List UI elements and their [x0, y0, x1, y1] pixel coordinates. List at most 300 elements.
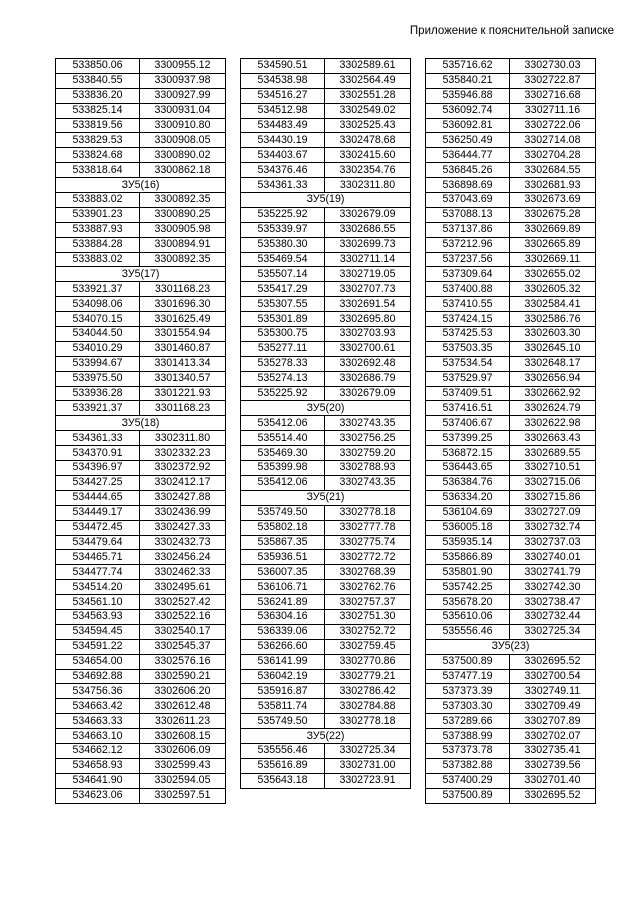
- coordinate-row: [56, 535, 226, 550]
- y-coordinate: 3302586.76: [510, 312, 596, 327]
- x-coordinate: 534396.97: [56, 461, 140, 476]
- section-header-row: [241, 193, 411, 208]
- coordinate-row: [56, 431, 226, 446]
- coordinate-row: [241, 684, 411, 699]
- y-coordinate: 3302599.43: [140, 758, 226, 773]
- y-coordinate: 3302311.80: [140, 431, 226, 446]
- x-coordinate: 534403.67: [241, 148, 325, 163]
- y-coordinate: 3302311.80: [325, 178, 411, 193]
- section-title: ЗУ5(18): [56, 416, 226, 431]
- y-coordinate: 3301460.87: [140, 341, 226, 356]
- coordinate-row: [426, 580, 596, 595]
- x-coordinate: 534427.25: [56, 475, 140, 490]
- coordinate-row: [241, 59, 411, 74]
- x-coordinate: 537477.19: [426, 669, 510, 684]
- coordinate-row: [426, 475, 596, 490]
- y-coordinate: 3302590.21: [140, 669, 226, 684]
- y-coordinate: 3302540.17: [140, 624, 226, 639]
- y-coordinate: 3302525.43: [325, 118, 411, 133]
- coordinate-row: [56, 654, 226, 669]
- coordinate-row: [241, 461, 411, 476]
- coordinate-row: [56, 684, 226, 699]
- coordinate-row: [241, 446, 411, 461]
- x-coordinate: 535716.62: [426, 59, 510, 74]
- y-coordinate: 3302777.78: [325, 520, 411, 535]
- y-coordinate: 3302656.94: [510, 371, 596, 386]
- y-coordinate: 3302427.88: [140, 490, 226, 505]
- y-coordinate: 3302743.35: [325, 475, 411, 490]
- y-coordinate: 3302645.10: [510, 341, 596, 356]
- x-coordinate: 537303.30: [426, 699, 510, 714]
- x-coordinate: 534538.98: [241, 73, 325, 88]
- y-coordinate: 3302762.76: [325, 580, 411, 595]
- y-coordinate: 3302549.02: [325, 103, 411, 118]
- coordinate-row: [241, 714, 411, 729]
- x-coordinate: 533887.93: [56, 222, 140, 237]
- coordinate-row: [426, 490, 596, 505]
- coordinate-row: [241, 118, 411, 133]
- coordinate-row: [426, 743, 596, 758]
- coordinate-row: [56, 580, 226, 595]
- coordinate-row: [426, 595, 596, 610]
- coordinate-row: [56, 505, 226, 520]
- coordinate-row: [426, 714, 596, 729]
- y-coordinate: 3302665.89: [510, 237, 596, 252]
- section-header-row: [426, 639, 596, 654]
- y-coordinate: 3302432.73: [140, 535, 226, 550]
- y-coordinate: 3302622.98: [510, 416, 596, 431]
- y-coordinate: 3302711.14: [325, 252, 411, 267]
- coordinate-row: [426, 684, 596, 699]
- y-coordinate: 3302772.72: [325, 550, 411, 565]
- x-coordinate: 535742.25: [426, 580, 510, 595]
- y-coordinate: 3302703.93: [325, 327, 411, 342]
- x-coordinate: 535556.46: [241, 743, 325, 758]
- coordinate-row: [56, 386, 226, 401]
- coordinate-row: [426, 103, 596, 118]
- page-header: Приложение к пояснительной записке: [409, 25, 614, 37]
- x-coordinate: 535916.87: [241, 684, 325, 699]
- x-coordinate: 536898.69: [426, 178, 510, 193]
- y-coordinate: 3302522.16: [140, 609, 226, 624]
- coordinates-table-2: [240, 58, 411, 789]
- coordinate-row: [241, 356, 411, 371]
- coordinate-row: [56, 312, 226, 327]
- y-coordinate: 3302759.45: [325, 639, 411, 654]
- coordinate-row: [241, 535, 411, 550]
- x-coordinate: 536007.35: [241, 565, 325, 580]
- coordinate-row: [426, 163, 596, 178]
- coordinate-row: [426, 505, 596, 520]
- x-coordinate: 534430.19: [241, 133, 325, 148]
- x-coordinate: 534561.10: [56, 595, 140, 610]
- y-coordinate: 3302584.41: [510, 297, 596, 312]
- y-coordinate: 3302436.99: [140, 505, 226, 520]
- y-coordinate: 3302648.17: [510, 356, 596, 371]
- y-coordinate: 3302784.88: [325, 699, 411, 714]
- y-coordinate: 3301625.49: [140, 312, 226, 327]
- x-coordinate: 534514.20: [56, 580, 140, 595]
- coordinate-row: [241, 207, 411, 222]
- y-coordinate: 3302551.28: [325, 88, 411, 103]
- y-coordinate: 3302743.35: [325, 416, 411, 431]
- x-coordinate: 535840.21: [426, 73, 510, 88]
- x-coordinate: 536141.99: [241, 654, 325, 669]
- y-coordinate: 3302589.61: [325, 59, 411, 74]
- coordinate-row: [241, 163, 411, 178]
- x-coordinate: 534070.15: [56, 312, 140, 327]
- x-coordinate: 535643.18: [241, 773, 325, 788]
- y-coordinate: 3302711.16: [510, 103, 596, 118]
- x-coordinate: 534444.65: [56, 490, 140, 505]
- y-coordinate: 3302606.09: [140, 743, 226, 758]
- x-coordinate: 533994.67: [56, 356, 140, 371]
- y-coordinate: 3302462.33: [140, 565, 226, 580]
- y-coordinate: 3302684.55: [510, 163, 596, 178]
- x-coordinate: 537424.15: [426, 312, 510, 327]
- coordinate-row: [241, 550, 411, 565]
- section-title: ЗУ5(16): [56, 178, 226, 193]
- x-coordinate: 537406.67: [426, 416, 510, 431]
- section-title: ЗУ5(17): [56, 267, 226, 282]
- coordinate-row: [56, 73, 226, 88]
- section-title: ЗУ5(19): [241, 193, 411, 208]
- y-coordinate: 3302741.79: [510, 565, 596, 580]
- coordinate-row: [56, 743, 226, 758]
- y-coordinate: 3302749.11: [510, 684, 596, 699]
- x-coordinate: 535749.50: [241, 714, 325, 729]
- y-coordinate: 3302605.32: [510, 282, 596, 297]
- y-coordinate: 3301696.30: [140, 297, 226, 312]
- y-coordinate: 3302545.37: [140, 639, 226, 654]
- coordinate-row: [56, 88, 226, 103]
- y-coordinate: 3302332.23: [140, 446, 226, 461]
- coordinate-row: [56, 163, 226, 178]
- coordinate-row: [426, 341, 596, 356]
- x-coordinate: 533819.56: [56, 118, 140, 133]
- coordinate-row: [426, 416, 596, 431]
- y-coordinate: 3302723.91: [325, 773, 411, 788]
- x-coordinate: 534479.64: [56, 535, 140, 550]
- coordinate-row: [241, 148, 411, 163]
- x-coordinate: 537373.78: [426, 743, 510, 758]
- section-title: ЗУ5(21): [241, 490, 411, 505]
- y-coordinate: 3302669.11: [510, 252, 596, 267]
- y-coordinate: 3302768.39: [325, 565, 411, 580]
- x-coordinate: 534692.88: [56, 669, 140, 684]
- y-coordinate: 3302691.54: [325, 297, 411, 312]
- coordinate-row: [426, 327, 596, 342]
- y-coordinate: 3302700.61: [325, 341, 411, 356]
- x-coordinate: 535274.13: [241, 371, 325, 386]
- coordinate-row: [241, 743, 411, 758]
- coordinate-row: [426, 88, 596, 103]
- y-coordinate: 3300890.02: [140, 148, 226, 163]
- y-coordinate: 3302527.42: [140, 595, 226, 610]
- y-coordinate: 3302354.76: [325, 163, 411, 178]
- coordinate-row: [426, 535, 596, 550]
- coordinate-row: [426, 758, 596, 773]
- coordinate-row: [426, 297, 596, 312]
- y-coordinate: 3302788.93: [325, 461, 411, 476]
- coordinate-row: [241, 624, 411, 639]
- x-coordinate: 536250.49: [426, 133, 510, 148]
- coordinate-row: [241, 178, 411, 193]
- y-coordinate: 3301340.57: [140, 371, 226, 386]
- coordinate-row: [426, 773, 596, 788]
- y-coordinate: 3302606.20: [140, 684, 226, 699]
- x-coordinate: 534590.51: [241, 59, 325, 74]
- coordinate-row: [56, 297, 226, 312]
- y-coordinate: 3302704.28: [510, 148, 596, 163]
- x-coordinate: 535514.40: [241, 431, 325, 446]
- coordinate-row: [426, 550, 596, 565]
- y-coordinate: 3302597.51: [140, 788, 226, 803]
- y-coordinate: 3302699.73: [325, 237, 411, 252]
- coordinate-row: [241, 475, 411, 490]
- coordinate-row: [426, 788, 596, 803]
- y-coordinate: 3302714.08: [510, 133, 596, 148]
- y-coordinate: 3302731.00: [325, 758, 411, 773]
- x-coordinate: 533840.55: [56, 73, 140, 88]
- y-coordinate: 3302456.24: [140, 550, 226, 565]
- coordinate-row: [56, 401, 226, 416]
- x-coordinate: 534361.33: [56, 431, 140, 446]
- x-coordinate: 534563.93: [56, 609, 140, 624]
- y-coordinate: 3300892.35: [140, 252, 226, 267]
- y-coordinate: 3302786.42: [325, 684, 411, 699]
- coordinate-row: [426, 207, 596, 222]
- coordinate-row: [56, 595, 226, 610]
- coordinate-row: [56, 520, 226, 535]
- y-coordinate: 3302689.55: [510, 446, 596, 461]
- y-coordinate: 3302722.06: [510, 118, 596, 133]
- y-coordinate: 3302686.55: [325, 222, 411, 237]
- coordinate-row: [241, 252, 411, 267]
- coordinate-row: [241, 773, 411, 788]
- coordinate-row: [241, 222, 411, 237]
- y-coordinate: 3302770.86: [325, 654, 411, 669]
- y-coordinate: 3302681.93: [510, 178, 596, 193]
- x-coordinate: 535417.29: [241, 282, 325, 297]
- x-coordinate: 536872.15: [426, 446, 510, 461]
- x-coordinate: 537425.53: [426, 327, 510, 342]
- y-coordinate: 3302707.73: [325, 282, 411, 297]
- coordinate-row: [56, 490, 226, 505]
- coordinate-row: [426, 431, 596, 446]
- x-coordinate: 535802.18: [241, 520, 325, 535]
- coordinate-row: [426, 669, 596, 684]
- section-header-row: [56, 178, 226, 193]
- x-coordinate: 537373.39: [426, 684, 510, 699]
- coordinate-row: [241, 758, 411, 773]
- x-coordinate: 536444.77: [426, 148, 510, 163]
- y-coordinate: 3302478.68: [325, 133, 411, 148]
- x-coordinate: 536304.16: [241, 609, 325, 624]
- x-coordinate: 537088.13: [426, 207, 510, 222]
- coordinate-row: [241, 565, 411, 580]
- coordinate-row: [241, 88, 411, 103]
- coordinate-row: [241, 595, 411, 610]
- x-coordinate: 537529.97: [426, 371, 510, 386]
- y-coordinate: 3302716.68: [510, 88, 596, 103]
- coordinate-row: [426, 520, 596, 535]
- coordinate-row: [426, 565, 596, 580]
- x-coordinate: 534516.27: [241, 88, 325, 103]
- coordinate-row: [56, 118, 226, 133]
- coordinate-row: [241, 669, 411, 684]
- x-coordinate: 537382.88: [426, 758, 510, 773]
- y-coordinate: 3302673.69: [510, 193, 596, 208]
- x-coordinate: 535225.92: [241, 386, 325, 401]
- coordinate-row: [241, 103, 411, 118]
- x-coordinate: 537410.55: [426, 297, 510, 312]
- x-coordinate: 535301.89: [241, 312, 325, 327]
- section-title: ЗУ5(23): [426, 639, 596, 654]
- y-coordinate: 3300894.91: [140, 237, 226, 252]
- coordinate-row: [56, 758, 226, 773]
- x-coordinate: 534449.17: [56, 505, 140, 520]
- x-coordinate: 537212.96: [426, 237, 510, 252]
- y-coordinate: 3302662.92: [510, 386, 596, 401]
- x-coordinate: 535866.89: [426, 550, 510, 565]
- y-coordinate: 3301221.93: [140, 386, 226, 401]
- x-coordinate: 537400.29: [426, 773, 510, 788]
- y-coordinate: 3302372.92: [140, 461, 226, 476]
- coordinate-row: [426, 729, 596, 744]
- x-coordinate: 533824.68: [56, 148, 140, 163]
- x-coordinate: 533818.64: [56, 163, 140, 178]
- y-coordinate: 3302692.48: [325, 356, 411, 371]
- y-coordinate: 3302695.52: [510, 788, 596, 803]
- y-coordinate: 3302415.60: [325, 148, 411, 163]
- coordinate-row: [426, 237, 596, 252]
- coordinate-row: [426, 59, 596, 74]
- x-coordinate: 533883.02: [56, 193, 140, 208]
- x-coordinate: 533936.28: [56, 386, 140, 401]
- section-title: ЗУ5(20): [241, 401, 411, 416]
- y-coordinate: 3301554.94: [140, 327, 226, 342]
- x-coordinate: 534512.98: [241, 103, 325, 118]
- x-coordinate: 534010.29: [56, 341, 140, 356]
- x-coordinate: 537409.51: [426, 386, 510, 401]
- x-coordinate: 534098.06: [56, 297, 140, 312]
- coordinate-row: [426, 386, 596, 401]
- coordinate-row: [241, 282, 411, 297]
- section-header-row: [241, 729, 411, 744]
- x-coordinate: 536334.20: [426, 490, 510, 505]
- x-coordinate: 535380.30: [241, 237, 325, 252]
- y-coordinate: 3302679.09: [325, 386, 411, 401]
- coordinate-row: [56, 148, 226, 163]
- y-coordinate: 3302752.72: [325, 624, 411, 639]
- x-coordinate: 535610.06: [426, 609, 510, 624]
- coordinate-row: [56, 103, 226, 118]
- x-coordinate: 537137.86: [426, 222, 510, 237]
- x-coordinate: 537388.99: [426, 729, 510, 744]
- y-coordinate: 3302740.01: [510, 550, 596, 565]
- y-coordinate: 3302730.03: [510, 59, 596, 74]
- y-coordinate: 3302611.23: [140, 714, 226, 729]
- x-coordinate: 534472.45: [56, 520, 140, 535]
- x-coordinate: 535412.06: [241, 416, 325, 431]
- coordinate-row: [426, 356, 596, 371]
- coordinate-row: [56, 788, 226, 803]
- y-coordinate: 3302695.80: [325, 312, 411, 327]
- y-coordinate: 3302700.54: [510, 669, 596, 684]
- x-coordinate: 533884.28: [56, 237, 140, 252]
- y-coordinate: 3302738.47: [510, 595, 596, 610]
- y-coordinate: 3300927.99: [140, 88, 226, 103]
- y-coordinate: 3302742.30: [510, 580, 596, 595]
- x-coordinate: 534044.50: [56, 327, 140, 342]
- coordinate-row: [241, 520, 411, 535]
- y-coordinate: 3302727.09: [510, 505, 596, 520]
- coordinate-row: [426, 446, 596, 461]
- coordinate-row: [241, 639, 411, 654]
- coordinate-row: [241, 312, 411, 327]
- y-coordinate: 3302612.48: [140, 699, 226, 714]
- section-header-row: [241, 401, 411, 416]
- coordinate-row: [426, 267, 596, 282]
- y-coordinate: 3302756.25: [325, 431, 411, 446]
- x-coordinate: 533901.23: [56, 207, 140, 222]
- x-coordinate: 533829.53: [56, 133, 140, 148]
- coordinate-row: [56, 475, 226, 490]
- x-coordinate: 536005.18: [426, 520, 510, 535]
- x-coordinate: 535469.54: [241, 252, 325, 267]
- x-coordinate: 533836.20: [56, 88, 140, 103]
- y-coordinate: 3300908.05: [140, 133, 226, 148]
- coordinate-row: [56, 356, 226, 371]
- coordinate-row: [56, 773, 226, 788]
- coordinate-row: [426, 252, 596, 267]
- x-coordinate: 535749.50: [241, 505, 325, 520]
- coordinate-row: [241, 297, 411, 312]
- x-coordinate: 535278.33: [241, 356, 325, 371]
- coordinate-row: [426, 609, 596, 624]
- x-coordinate: 535399.98: [241, 461, 325, 476]
- y-coordinate: 3302715.06: [510, 475, 596, 490]
- coordinate-row: [56, 252, 226, 267]
- x-coordinate: 537043.69: [426, 193, 510, 208]
- x-coordinate: 537534.54: [426, 356, 510, 371]
- y-coordinate: 3302775.74: [325, 535, 411, 550]
- y-coordinate: 3302594.05: [140, 773, 226, 788]
- y-coordinate: 3300931.04: [140, 103, 226, 118]
- y-coordinate: 3302675.28: [510, 207, 596, 222]
- section-header-row: [56, 267, 226, 282]
- x-coordinate: 537399.25: [426, 431, 510, 446]
- y-coordinate: 3302702.07: [510, 729, 596, 744]
- y-coordinate: 3302427.33: [140, 520, 226, 535]
- x-coordinate: 537237.56: [426, 252, 510, 267]
- coordinate-row: [56, 371, 226, 386]
- coordinate-row: [56, 222, 226, 237]
- x-coordinate: 535307.55: [241, 297, 325, 312]
- x-coordinate: 537400.88: [426, 282, 510, 297]
- y-coordinate: 3300890.25: [140, 207, 226, 222]
- x-coordinate: 536241.89: [241, 595, 325, 610]
- x-coordinate: 535867.35: [241, 535, 325, 550]
- y-coordinate: 3302737.03: [510, 535, 596, 550]
- y-coordinate: 3302779.21: [325, 669, 411, 684]
- x-coordinate: 533825.14: [56, 103, 140, 118]
- x-coordinate: 535277.11: [241, 341, 325, 356]
- y-coordinate: 3302663.43: [510, 431, 596, 446]
- y-coordinate: 3302608.15: [140, 729, 226, 744]
- x-coordinate: 533921.37: [56, 401, 140, 416]
